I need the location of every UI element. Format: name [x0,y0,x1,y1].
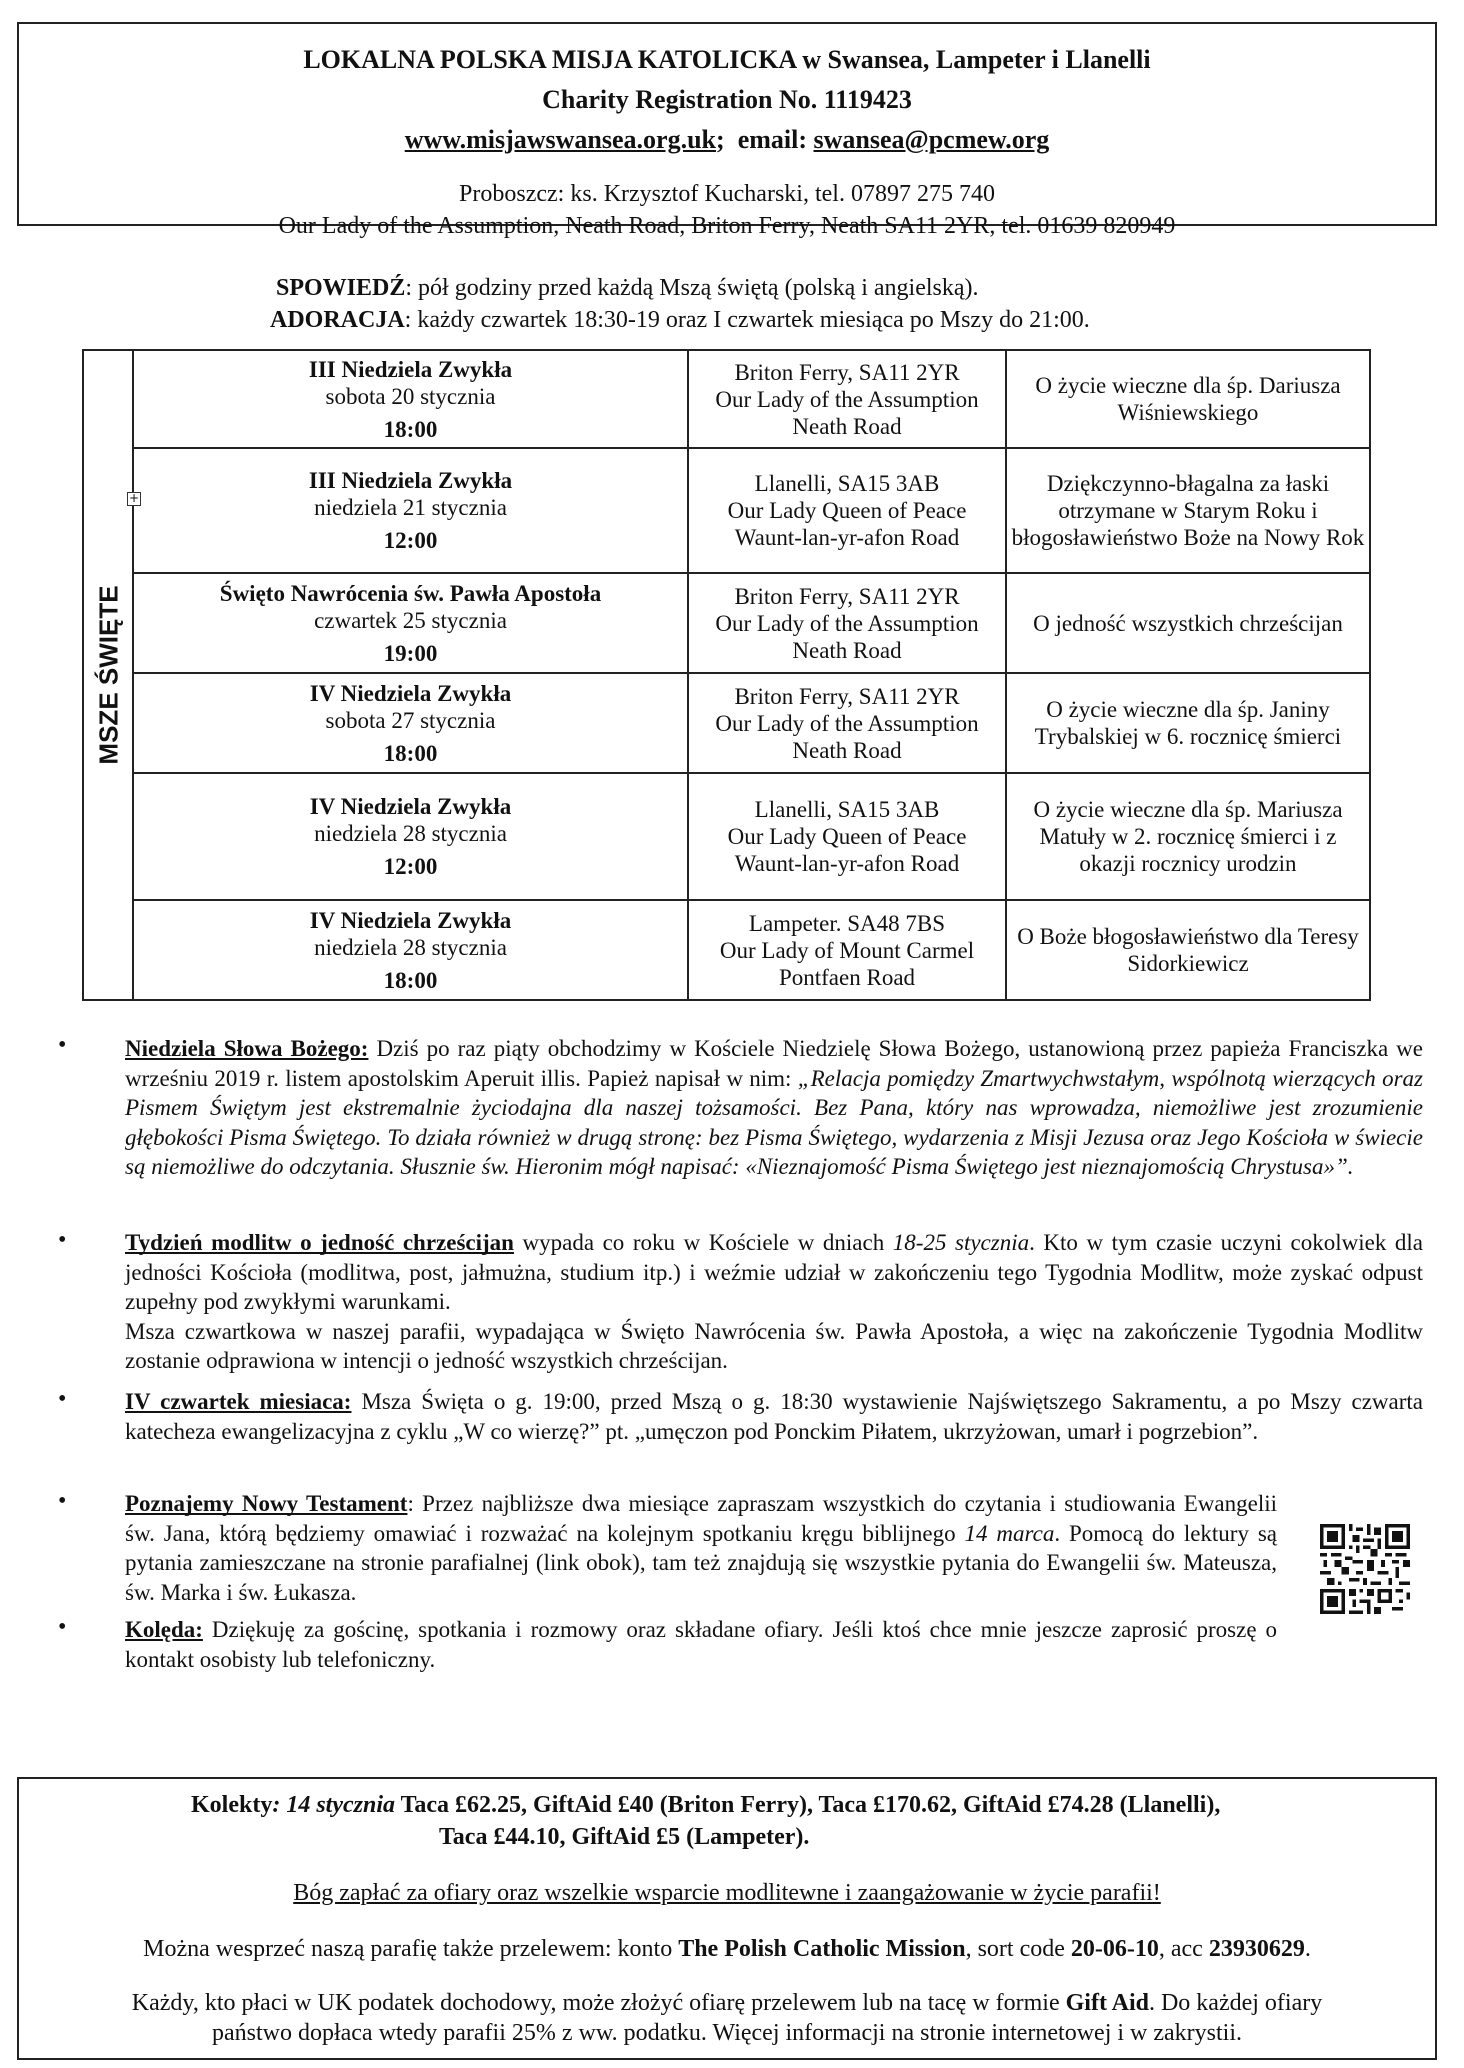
collections-label: Kolekty [191,1792,273,1818]
gift-aid-text: Każdy, kto płaci w UK podatek dochodowy, może złożyć ofiarę przelewem lub na tacę w formie [131,1990,1066,2016]
mass-when [134,673,688,773]
collections-amounts-1: Taca £62.25, GiftAid £40 (Briton Ferry), Taca £170.62, GiftAid £74.28 (Llanelli), [395,1792,1221,1818]
collections-line-2: Taca £44.10, GiftAid £5 (Lampeter). [439,1824,810,1850]
transfer-text: Można wesprzeć naszą parafię także przelewem: konto [143,1936,679,1962]
mass-row [134,573,1369,673]
location-town: Llanelli, SA15 3AB [754,797,940,822]
mass-location [688,900,1006,999]
thanks-line: Bóg zapłać za ofiary oraz wszelkie wsparcie modlitewne i zaangażowanie w życie parafii! [293,1880,1161,1906]
feast-name: IV Niedziela Zwykła [309,794,512,819]
mass-schedule-table [82,349,1371,1001]
gift-aid-line-1 [19,1987,1435,2019]
mass-location [688,351,1006,448]
account-name: The Polish Catholic Mission [678,1936,966,1962]
note-carol-visit [125,1615,1277,1674]
note-quote: „Relacja pomiędzy Zmartwychwstałym, wspólnotą wierzących oraz Pismem Świętym jest ekstremalnie życiodajna dla naszej tożsamości. Bez Pana, który nas wprowadza, niemożliwe jest zrozumienie głębokości Pisma Świętego. To działa również w drugą stronę: bez Pisma Świętego, wydarzenia z Misji Jezusa oraz Jego Kościoła w świecie są niemożliwe do odczytania. Słusznie św. Hieronim mógł napisać: «Nieznajomość Pisma Świętego jest nieznajomością Chrystusa»”. [125,1065,1423,1179]
mass-row [134,351,1369,448]
charity-registration: Charity Registration No. 1119423 [542,85,912,114]
mass-row [134,773,1369,900]
bullet-icon: • [58,1032,67,1058]
note-christian-unity-week [125,1228,1423,1376]
mass-intention: O życie wieczne dla śp. Dariusza Wiśniewskiego [1006,351,1369,448]
location-church: Our Lady of the Assumption [715,710,979,736]
mass-time: 12:00 [383,854,438,879]
mass-intention: O życie wieczne dla śp. Janiny Trybalskiej w 6. rocznicę śmierci [1006,673,1369,773]
note-text: Dziś po raz piąty obchodzimy w Kościele Niedzielę Słowa Bożego, ustanowioną przez papieża Franciszka we wrześniu 2019 r. listem apostolskim Aperuit illis. Papież napisał w nim: [125,1036,1423,1091]
mass-time: 18:00 [383,416,438,442]
mass-side-label [84,351,134,999]
adoration-label: ADORACJA [270,307,405,333]
location-road: Pontfaen Road [778,964,916,990]
location-road: Neath Road [792,637,902,663]
location-church: Our Lady of the Assumption [715,610,979,636]
mass-row [134,673,1369,773]
mass-intention: O Boże błogosławieństwo dla Teresy Sidorkiewicz [1006,900,1369,999]
mass-time: 19:00 [383,640,438,666]
feast-name: IV Niedziela Zwykła [309,907,512,933]
location-town: Llanelli, SA15 3AB [754,471,940,496]
bullet-icon: • [58,1614,67,1640]
mass-location [688,448,1006,573]
header-box [17,22,1437,239]
mass-location [688,773,1006,900]
mass-date: sobota 27 stycznia [325,707,496,733]
location-road: Waunt-lan-yr-afon Road [734,851,960,876]
mass-time: 12:00 [383,528,438,553]
mass-row [134,900,1369,999]
gift-aid-text: . Do każdej ofiary [1148,1990,1323,2016]
adoration-info [270,304,1090,336]
mass-location [688,673,1006,773]
note-fourth-thursday [125,1387,1423,1446]
confession-info [276,272,979,304]
mass-date: niedziela 21 stycznia [314,495,507,520]
location-town: Briton Ferry, SA11 2YR [734,583,960,609]
note-text: Dziękuję za gościnę, spotkania i rozmowy oraz składane ofiary. Jeśli ktoś chce mnie jeszcze zaprosić proszę o kontakt osobisty lub telefoniczny. [125,1617,1277,1672]
note-text: Msza Święta o g. 19:00, przed Mszą o g. 18:30 wystawienie Najświętszego Sakramentu, a po Mszy czwarta katecheza ewangelizacyjna z cyklu „W co wierzę?” pt. „umęczon pod Ponckim Piłatem, ukrzyżowan, umarł i pogrzebion”. [125,1389,1423,1444]
location-town: Briton Ferry, SA11 2YR [734,359,960,385]
bullet-icon: • [58,1386,67,1412]
sort-code: 20-06-10 [1070,1936,1159,1962]
gift-aid-term: Gift Aid [1065,1990,1149,2016]
feast-name: III Niedziela Zwykła [308,356,513,382]
location-road: Waunt-lan-yr-afon Road [734,525,960,550]
mass-when [134,448,688,573]
location-road: Neath Road [792,737,902,763]
mass-row [134,448,1369,573]
bullet-icon: • [58,1227,67,1253]
confession-text: : pół godziny przed każdą Mszą świętą (polską i angielską). [405,275,979,301]
mission-title: LOKALNA POLSKA MISJA KATOLICKA w Swansea, Lampeter i Llanelli [303,45,1151,74]
note-heading: Niedziela Słowa Bożego: [125,1036,369,1061]
location-road: Neath Road [792,413,902,439]
mass-date: czwartek 25 stycznia [314,607,507,633]
qr-code-icon[interactable] [1320,1524,1410,1614]
church-address: Our Lady of the Assumption, Neath Road, Briton Ferry, Neath SA11 2YR, tel. 01639 820949 [278,213,1176,239]
mass-when [134,573,688,673]
mass-when [134,351,688,448]
contact-links [19,120,1435,160]
adoration-text: : każdy czwartek 18:30-19 oraz I czwartek miesiąca po Mszy do 21:00. [404,307,1090,333]
table-move-handle-icon[interactable]: + [128,491,140,505]
note-heading: IV czwartek miesiaca: [125,1389,352,1414]
website-link[interactable]: www.misjawswansea.org.uk [404,125,717,154]
mass-time: 18:00 [383,740,438,766]
note-heading: Tydzień modlitw o jedność chrześcijan [125,1230,514,1255]
pastor-info: Proboszcz: ks. Krzysztof Kucharski, tel. 07897 275 740 [459,181,995,207]
location-church: Our Lady of Mount Carmel [719,937,975,963]
note-text: . Kto w tym czasie uczyni cokolwiek dla jedności Kościoła (modlitwa, post, jałmużna, studium itp.) i weźmie udział w zakończeniu tego Tygodnia Modlitw, może zyskać odpust zupełny pod zwykłymi warunkami. [125,1230,1423,1314]
location-town: Briton Ferry, SA11 2YR [734,683,960,709]
feast-name: IV Niedziela Zwykła [309,680,512,706]
note-text: Msza czwartkowa w naszej parafii, wypadająca w Święto Nawrócenia św. Pawła Apostoła, a więc na zakończenie Tygodnia Modlitw zostanie odprawiona w intencji o jedność wszystkich chrześcijan. [125,1318,1423,1373]
feast-name: Święto Nawrócenia św. Pawła Apostoła [219,580,602,606]
mass-intention: O jedność wszystkich chrześcijan [1006,573,1369,673]
bullet-icon: • [58,1488,67,1514]
feast-name: III Niedziela Zwykła [308,468,513,493]
note-date: 14 marca [964,1520,1055,1546]
email-label: email: [737,125,814,154]
bank-transfer-line [19,1933,1435,1965]
location-church: Our Lady of the Assumption [715,386,979,412]
transfer-text: , acc [1158,1936,1209,1962]
transfer-text: , sort code [965,1936,1071,1962]
location-church: Our Lady Queen of Peace [727,498,967,523]
location-church: Our Lady Queen of Peace [727,824,967,849]
mass-time: 18:00 [383,967,438,993]
note-text: : Przez najbliższe dwa miesiące zapraszam wszystkich do czytania i studiowania Ewangelii św. Jana, którą będziemy omawiać i rozważać na kolejnym spotkaniu kręgu biblijnego [125,1491,1277,1546]
account-number: 23930629 [1208,1936,1305,1962]
mass-date: sobota 20 stycznia [325,383,496,409]
mass-side-label-text: MSZE ŚWIĘTE [93,585,124,765]
footer-box [17,1777,1437,2060]
note-text: wypada co roku w Kościele w dniach [513,1230,893,1255]
mass-location [688,573,1006,673]
mass-intention: Dziękczynno-błagalna za łaski otrzymane w Starym Roku i błogosławieństwo Boże na Nowy Rok [1006,448,1369,573]
note-new-testament [125,1489,1277,1607]
email-link[interactable]: swansea@pcmew.org [813,125,1050,154]
confession-label: SPOWIEDŹ [276,275,406,301]
note-text: . Pomocą do lektury są pytania zamieszczane na stronie parafialnej (link obok), tam też znajdują się wszystkie pytania do Ewangelii św. Mateusza, św. Marka i św. Łukasza. [125,1520,1277,1605]
note-heading: Poznajemy Nowy Testament [125,1491,408,1516]
gift-aid-line-2: państwo dopłaca wtedy parafii 25% z ww. podatku. Więcej informacji na stronie internetowej i w zakrystii. [211,2020,1243,2046]
mass-date: niedziela 28 stycznia [314,821,507,846]
mass-rows [134,351,1369,999]
note-word-of-god-sunday [125,1034,1423,1182]
location-town: Lampeter. SA48 7BS [748,910,946,936]
collections-line-1 [191,1789,1220,1821]
note-dates: 18-25 stycznia [892,1230,1030,1255]
mass-when [134,773,688,900]
collections-date: : 14 stycznia [272,1792,395,1818]
note-heading: Kolęda: [125,1617,203,1642]
transfer-text: . [1304,1936,1311,1962]
mass-when [134,900,688,999]
mass-date: niedziela 28 stycznia [314,934,507,960]
contact-separator: ; [716,125,738,154]
mass-intention: O życie wieczne dla śp. Mariusza Matuły w 2. rocznicę śmierci i z okazji rocznicy urodzin [1006,773,1369,900]
